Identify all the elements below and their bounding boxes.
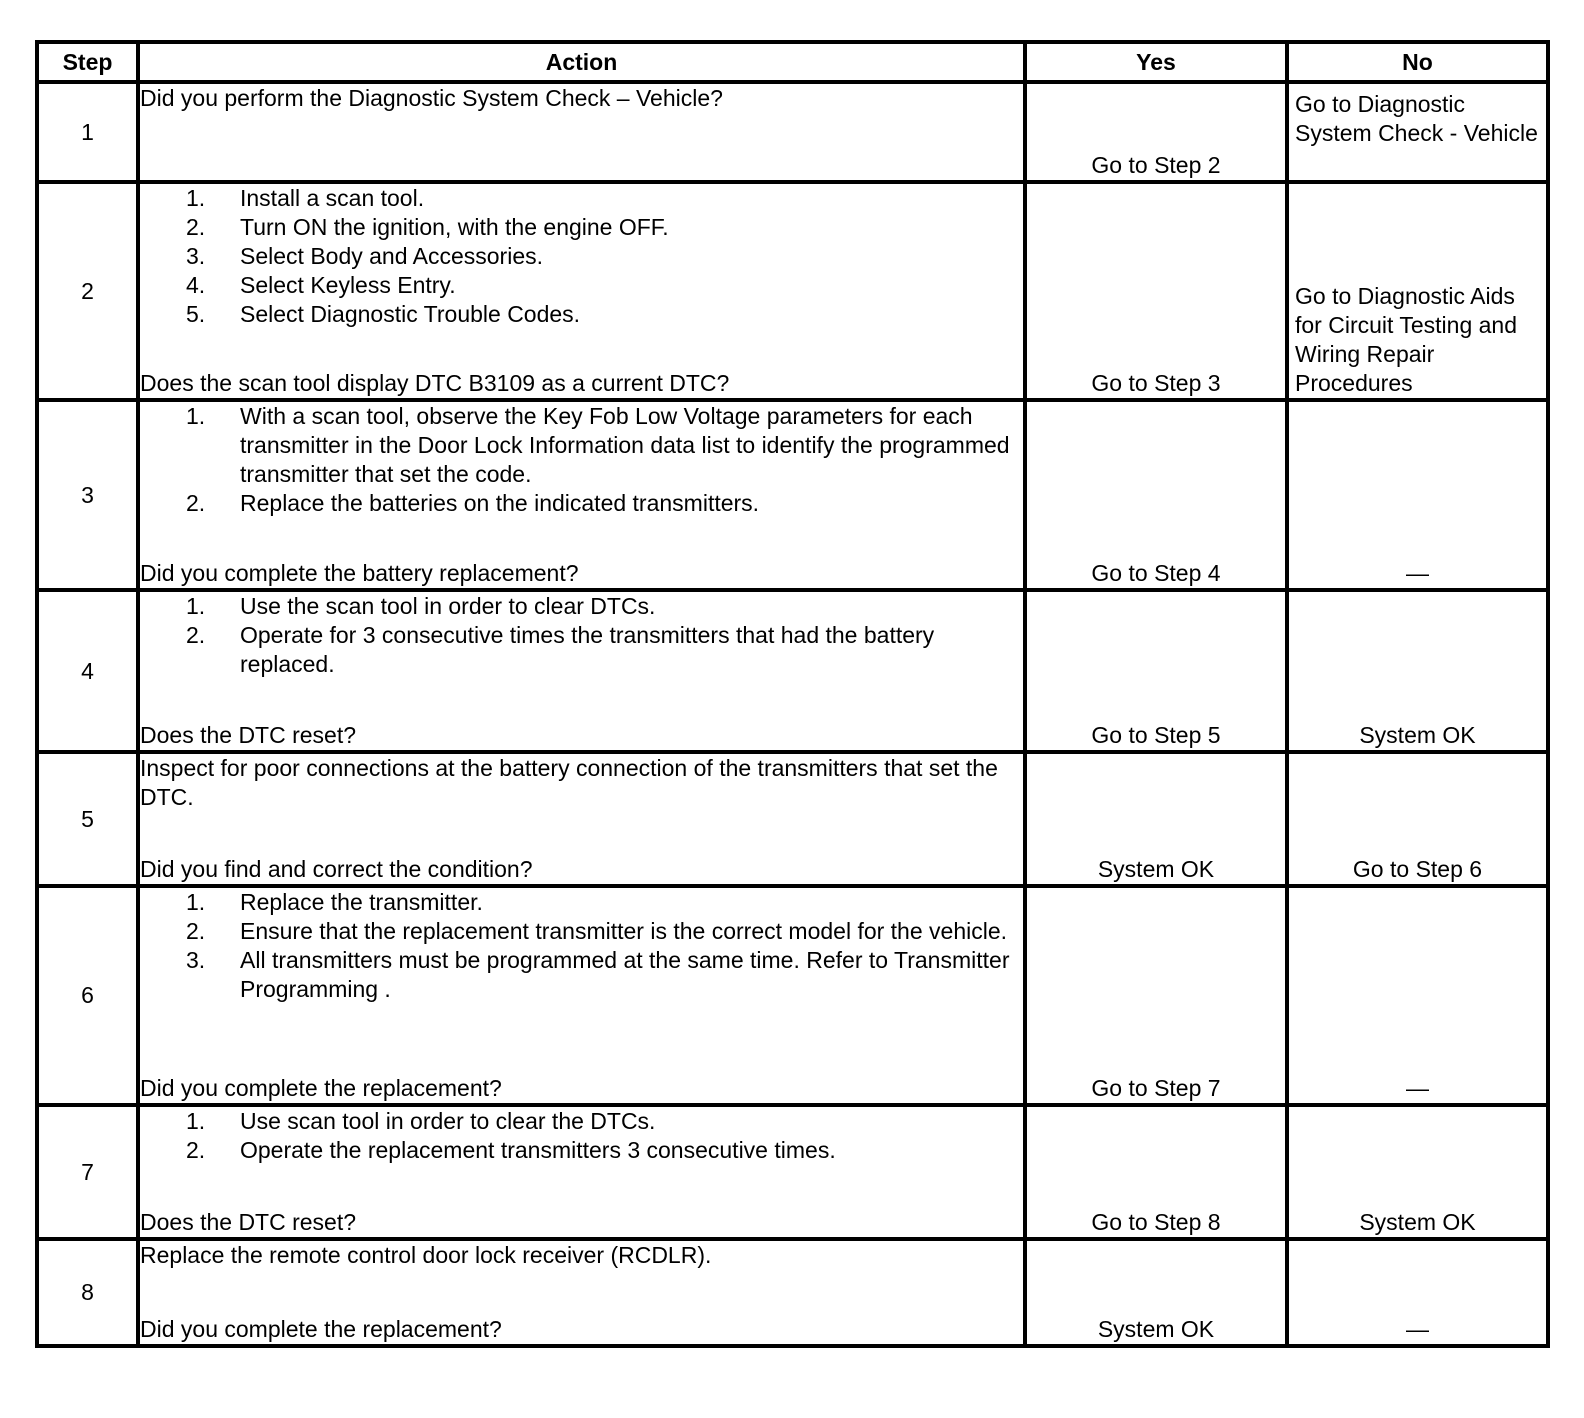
header-row xyxy=(37,42,1548,82)
step-number: 6 xyxy=(37,886,138,1105)
table-row xyxy=(37,886,1548,1105)
list-item: 2. Operate for 3 consecutive times the transmitters that had the battery replaced. xyxy=(186,622,935,677)
no-result: — xyxy=(1287,886,1548,1105)
step-number: 1 xyxy=(37,82,138,182)
action-question: Did you complete the replacement? xyxy=(140,1075,502,1101)
step-number: 2 xyxy=(37,182,138,400)
yes-result: Go to Step 7 xyxy=(1025,886,1287,1105)
yes-result: Go to Step 3 xyxy=(1025,182,1287,400)
yes-result: Go to Step 5 xyxy=(1025,590,1287,752)
step-number: 7 xyxy=(37,1105,138,1239)
step-number: 3 xyxy=(37,400,138,590)
table-row xyxy=(37,590,1548,752)
action-question: Did you complete the replacement? xyxy=(140,1316,502,1342)
action-steps xyxy=(140,888,1023,1004)
list-item: 2. Turn ON the ignition, with the engine OFF. xyxy=(186,214,669,240)
list-item: 3. Select Body and Accessories. xyxy=(186,243,543,269)
yes-result: System OK xyxy=(1025,752,1287,886)
table-row xyxy=(37,400,1548,590)
header-no: No xyxy=(1287,42,1548,82)
action-question: Did you find and correct the condition? xyxy=(140,856,533,882)
list-item: 3. All transmitters must be programmed at the same time. Refer to Transmitter Programming . xyxy=(186,947,1010,1002)
yes-result: Go to Step 8 xyxy=(1025,1105,1287,1239)
list-item: 1. Use scan tool in order to clear the DTCs. xyxy=(186,1108,656,1134)
step-number: 5 xyxy=(37,752,138,886)
action-question: Does the DTC reset? xyxy=(140,722,357,748)
action-text: Did you perform the Diagnostic System Check – Vehicle? xyxy=(140,85,723,111)
action-question: Does the scan tool display DTC B3109 as a current DTC? xyxy=(140,370,730,396)
list-item: 1. Replace the transmitter. xyxy=(186,889,483,915)
yes-result: Go to Step 4 xyxy=(1025,400,1287,590)
list-item: 2. Operate the replacement transmitters 3 consecutive times. xyxy=(186,1137,836,1163)
table-row xyxy=(37,752,1548,886)
step-number: 4 xyxy=(37,590,138,752)
list-item: 4. Select Keyless Entry. xyxy=(186,272,456,298)
no-result: — xyxy=(1287,400,1548,590)
action-question: Did you complete the battery replacement? xyxy=(140,560,579,586)
list-item: 5. Select Diagnostic Trouble Codes. xyxy=(186,301,581,327)
table-row xyxy=(37,1239,1548,1346)
action-cell xyxy=(138,886,1025,1105)
action-cell xyxy=(138,1239,1025,1346)
yes-result: Go to Step 2 xyxy=(1025,82,1287,182)
action-text: Inspect for poor connections at the battery connection of the transmitters that set the DTC. xyxy=(140,755,998,810)
no-result: System OK xyxy=(1287,590,1548,752)
action-steps xyxy=(140,402,1023,518)
action-question: Does the DTC reset? xyxy=(140,1209,357,1235)
step-number: 8 xyxy=(37,1239,138,1346)
list-item: 1. Install a scan tool. xyxy=(186,185,425,211)
action-cell xyxy=(138,82,1025,182)
header-action: Action xyxy=(138,42,1025,82)
diagnostic-table xyxy=(35,40,1550,1348)
action-cell xyxy=(138,182,1025,400)
list-item: 2. Ensure that the replacement transmitter is the correct model for the vehicle. xyxy=(186,918,1008,944)
action-steps xyxy=(140,1107,1023,1165)
action-steps xyxy=(140,592,1023,679)
no-result: Go to Step 6 xyxy=(1287,752,1548,886)
no-result: Go to Diagnostic System Check - Vehicle xyxy=(1287,82,1548,182)
action-cell xyxy=(138,400,1025,590)
no-result: Go to Diagnostic Aids for Circuit Testing and Wiring Repair Procedures xyxy=(1287,182,1548,400)
action-text: Replace the remote control door lock receiver (RCDLR). xyxy=(140,1242,712,1268)
list-item: 1. Use the scan tool in order to clear DTCs. xyxy=(186,593,656,619)
table-row xyxy=(37,1105,1548,1239)
action-cell xyxy=(138,1105,1025,1239)
action-cell xyxy=(138,590,1025,752)
table-row xyxy=(37,182,1548,400)
header-step: Step xyxy=(37,42,138,82)
list-item: 1. With a scan tool, observe the Key Fob Low Voltage parameters for each transmitter in the Door Lock Information data list to identify the programmed transmitter that set the code. xyxy=(186,403,1010,487)
table-row xyxy=(37,82,1548,182)
list-item: 2. Replace the batteries on the indicated transmitters. xyxy=(186,490,760,516)
yes-result: System OK xyxy=(1025,1239,1287,1346)
no-result: — xyxy=(1287,1239,1548,1346)
action-cell xyxy=(138,752,1025,886)
header-yes: Yes xyxy=(1025,42,1287,82)
action-steps xyxy=(140,184,1023,329)
no-result: System OK xyxy=(1287,1105,1548,1239)
